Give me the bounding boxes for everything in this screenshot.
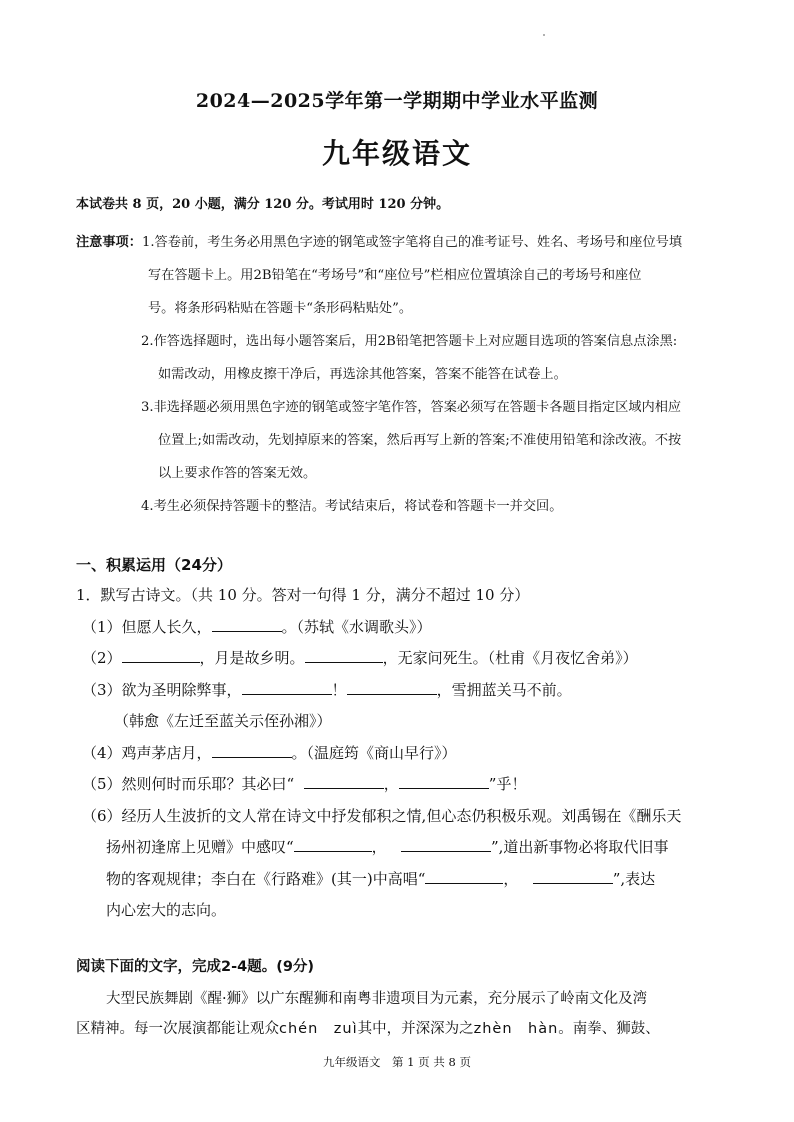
answer-blank[interactable] (304, 770, 384, 789)
notice-item-3-line-1: 3.非选择题必须用黑色字迹的钢笔或签字笔作答，答案必须写在答题卡各题目指定区域内相应 (141, 400, 682, 415)
sub-question-4 (76, 738, 736, 770)
notice-item-2 (76, 325, 736, 391)
notice-item-2-line-1: 2.作答选择题时，选出每小题答案后，用2B铅笔把答题卡上对应题目选项的答案信息点涂黑: (141, 334, 678, 349)
reading-line-2 (76, 1014, 736, 1044)
answer-blank[interactable] (533, 865, 613, 884)
reading-text-c: 。南拳、狮鼓、 (558, 1021, 660, 1037)
notice-block (76, 226, 736, 523)
answer-blank[interactable] (401, 833, 491, 852)
answer-blank[interactable] (294, 833, 372, 852)
exam-info: 本试卷共 8 页，20 小题，满分 120 分。考试用时 120 分钟。 (76, 197, 450, 212)
sub-question-6-text-e: ， (503, 869, 519, 888)
page-footer: 九年级语文 第 1 页 共 8 页 (323, 1055, 471, 1069)
pinyin-zhenhan: zhèn hàn (473, 1021, 559, 1037)
answer-blank[interactable] (212, 739, 292, 758)
reading-line-1: 大型民族舞剧《醒·狮》以广东醒狮和南粤非遗项目为元素，充分展示了岭南文化及湾 (106, 991, 648, 1007)
sub-question-5-text-b: ， (383, 775, 399, 793)
notice-item-1-line-2: 写在答题卡上。用2B铅笔在“考场号”和“座位号”栏相应位置填涂自己的考场号和座位 (148, 268, 642, 283)
sub-question-2-text-c: ，无家问死生。（杜甫《月夜忆舍弟》） (382, 649, 638, 667)
notice-item-1 (76, 226, 736, 325)
answer-blank[interactable] (305, 644, 383, 663)
notice-item-1-line-1: 1.答卷前，考生务必用黑色字迹的钢笔或签字笔将自己的准考证号、姓名、考场号和座位号填 (141, 235, 683, 250)
reading-text-a: 区精神。每一次展演都能让观众 (76, 1021, 279, 1037)
sub-question-2 (76, 643, 736, 675)
reading-heading: 阅读下面的文字，完成2-4题。(9分) (76, 959, 315, 975)
sub-question-6-text-d: 物的客观规律；李白在《行路难》(其一)中高唱“ (106, 869, 426, 888)
sub-question-6-line-4: 内心宏大的志向。 (106, 901, 227, 919)
notice-item-3-line-3: 以上要求作答的答案无效。 (158, 466, 317, 481)
question-1 (76, 580, 736, 927)
sub-question-6-line-1: （6）经历人生波折的文人常在诗文中抒发郁积之情,但心态仍积极乐观。刘禹锡在《酬乐天 (82, 806, 682, 825)
sub-question-2-text-a: （2） (82, 649, 122, 667)
sub-question-2-text-b: ，月是故乡明。 (199, 649, 305, 667)
notice-item-1-line-3: 号。将条形码粘贴在答题卡“条形码粘贴处”。 (148, 301, 413, 316)
sub-question-1 (76, 612, 736, 644)
sub-question-3 (76, 675, 736, 707)
notice-item-2-line-2: 如需改动，用橡皮擦干净后，再选涂其他答案，答案不能答在试卷上。 (158, 367, 567, 382)
sub-question-1-text-b: 。（苏轼《水调歌头》） (281, 617, 432, 636)
pinyin-chenzui: chén zuì (279, 1021, 358, 1037)
answer-blank[interactable] (425, 865, 503, 884)
sub-question-6-line-2 (76, 832, 736, 864)
answer-blank[interactable] (347, 676, 437, 695)
answer-blank[interactable] (122, 644, 200, 663)
answer-blank[interactable] (242, 676, 332, 695)
reading-text-b: 其中，并深深为之 (357, 1021, 474, 1037)
sub-question-3-text-c: ，雪拥蓝关马不前。 (436, 680, 572, 699)
sub-question-6-text-c: ”,道出新事物必将取代旧事 (491, 838, 669, 856)
section-heading: 一、积累运用（24分） (76, 556, 232, 574)
answer-blank[interactable] (399, 770, 489, 789)
question-1-stem: 1．默写古诗文。（共 10 分。答对一句得 1 分，满分不超过 10 分） (76, 586, 530, 604)
sub-question-6-line-3 (76, 864, 736, 896)
sub-question-5-text-c: ”乎！ (488, 775, 527, 793)
notice-item-4 (76, 490, 736, 523)
sub-question-3-source: （韩愈《左迁至蓝关示侄孙湘》） (114, 712, 332, 730)
notice-item-3-line-2: 位置上;如需改动，先划掉原来的答案，然后再写上新的答案;不准使用铅笔和涂改液。不按 (158, 433, 682, 448)
exam-title: 2024—2025学年第一学期期中学业水平监测 (195, 90, 599, 112)
sub-question-1-text-a: （1）但愿人长久， (82, 617, 212, 636)
notice-item-4-line-1: 4.考生必须保持答题卡的整洁。考试结束后，将试卷和答题卡一并交回。 (141, 499, 563, 514)
sub-question-4-text-b: 。（温庭筠《商山早行》） (291, 743, 457, 762)
sub-question-5 (76, 769, 736, 801)
sub-question-4-text-a: （4）鸡声茅店月， (82, 743, 212, 762)
reading-passage (76, 984, 736, 1044)
scan-dot (543, 34, 545, 36)
notice-item-3 (76, 391, 736, 490)
notice-label: 注意事项： (76, 235, 142, 250)
sub-question-5-text-a: （5）然则何时而乐耶？其必曰“ (82, 775, 295, 793)
sub-question-6-text-f: ”,表达 (612, 869, 656, 888)
sub-question-3-text-b: ！ (331, 680, 347, 699)
subject-title: 九年级语文 (321, 137, 472, 170)
sub-question-3-text-a: （3）欲为圣明除弊事， (82, 680, 242, 699)
sub-question-6-text-a: 扬州初逢席上见赠》中感叹“ (106, 838, 294, 856)
answer-blank[interactable] (212, 613, 282, 632)
sub-question-6-text-b: ， (371, 838, 387, 856)
